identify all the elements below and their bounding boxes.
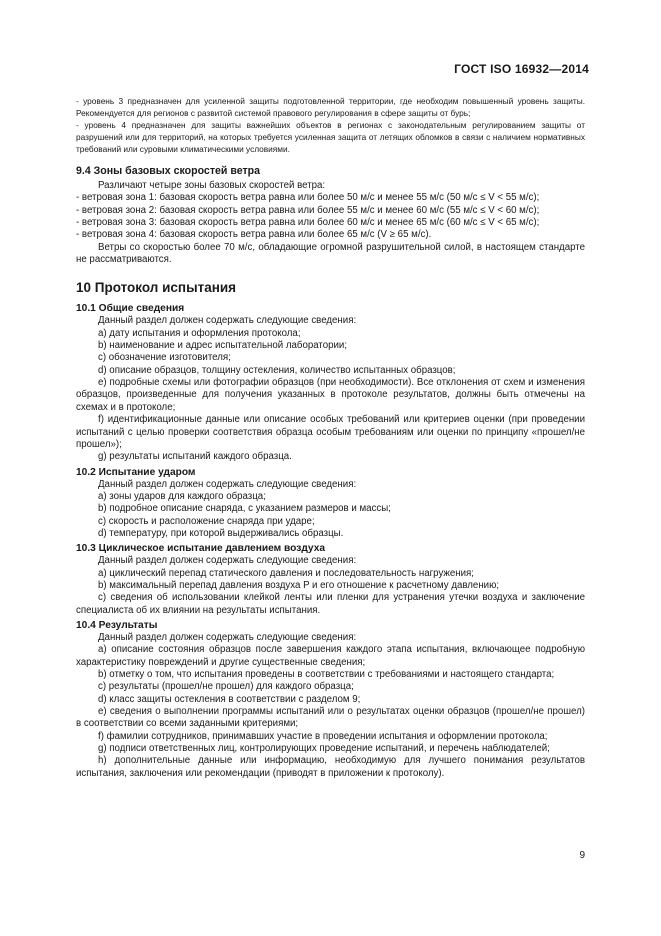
- list-item: c) результаты (прошел/не прошел) для каждого образца;: [98, 681, 354, 693]
- wind-zone-3: - ветровая зона 3: базовая скорость ветра равна или более 60 м/с и менее 65 м/с (60 м/с ≤ V < 65 м/с);: [76, 217, 540, 229]
- list-item: Данный раздел должен содержать следующие сведения:: [98, 478, 357, 490]
- list-item: d) описание образцов, толщину остекления, количество испытанных образцов;: [98, 364, 456, 376]
- list-item: d) класс защиты остекления в соответствии с разделом 9;: [98, 693, 361, 705]
- list-item: Данный раздел должен содержать следующие сведения:: [98, 555, 357, 567]
- section-10-1-body: [76, 315, 585, 463]
- list-item: d) температуру, при которой выдерживались образцы.: [98, 527, 344, 539]
- level-3-paragraph: - уровень 3 предназначен для усиленной защиты подготовленной территории, где необходим повышенный уровень защиты. Рекомендуется для регионов с развитой системой правового регулирования в сфере защиты от бурь;: [76, 96, 585, 118]
- list-item: c) обозначение изготовителя;: [98, 352, 231, 364]
- section-10-2-body: [76, 479, 585, 541]
- list-item: b) максимальный перепад давления воздуха P и его отношение к расчетному давлению;: [98, 579, 500, 591]
- list-item: g) подписи ответственных лиц, контролирующих проведение испытаний, и перечень наблюдателей;: [98, 743, 550, 755]
- page-number: 9: [579, 850, 585, 861]
- list-item: a) циклический перепад статического давления и последовательность нагружения;: [98, 567, 474, 579]
- list-item: c) сведения об использовании клейкой ленты или пленки для устранения утечки воздуха и заключение специалиста об их влиянии на результаты испытания.: [76, 592, 585, 616]
- list-item: c) скорость и расположение снаряда при ударе;: [98, 515, 315, 527]
- zones-intro: Различают четыре зоны базовых скоростей ветра:: [98, 180, 326, 191]
- list-item: Данный раздел должен содержать следующие сведения:: [98, 631, 357, 643]
- section-10-4-body: [76, 632, 585, 780]
- list-item: b) подробное описание снаряда, с указанием размеров и массы;: [98, 503, 391, 515]
- list-item: a) описание состояния образцов после завершения каждого этапа испытания, включающее подробную характеристику повреждений и другие существенные сведения;: [76, 644, 585, 668]
- list-item: b) наименование и адрес испытательной лаборатории;: [98, 340, 348, 352]
- section-10-3-body: [76, 555, 585, 617]
- wind-zone-4: - ветровая зона 4: базовая скорость ветра равна или более 65 м/с (V ≥ 65 м/с).: [76, 229, 432, 241]
- level-4-paragraph: - уровень 4 предназначен для защиты важнейших объектов в регионах с законодательным регулированием защиты от разрушений или для территорий, на которых требуется усиленная защита от летящих обломков в связи с наличием нормативных требований или суровыми климатическими условиями.: [76, 120, 585, 154]
- page-content: [76, 95, 585, 780]
- section-10-title: 10 Протокол испытания: [76, 280, 237, 296]
- list-item: a) дату испытания и оформления протокола;: [98, 327, 301, 339]
- list-item: f) фамилии сотрудников, принимавших участие в проведении испытания и оформлении протокола;: [98, 730, 548, 742]
- wind-zone-1: - ветровая зона 1: базовая скорость ветра равна или более 50 м/с и менее 55 м/с (50 м/с ≤ V < 55 м/с);: [76, 192, 540, 204]
- list-item: g) результаты испытаний каждого образца.: [98, 451, 292, 463]
- list-item: e) сведения о выполнении программы испытаний или о результатах оценки образцов (прошел/не прошел) в соответствии со всеми заданными критериями;: [76, 706, 585, 730]
- list-item: f) идентификационные данные или описание особых требований или критериев оценки (при проведении испытаний с целью проверки соответствия образца особым требованиям или оценки по принципу «прошел/не прошел»);: [76, 414, 585, 450]
- section-10-4-title: 10.4 Результаты: [76, 619, 158, 631]
- wind-zone-2: - ветровая зона 2: базовая скорость ветра равна или более 55 м/с и менее 60 м/с (55 м/с ≤ V < 60 м/с);: [76, 204, 540, 216]
- list-item: h) дополнительные данные или информацию, необходимую для лучшего понимания результатов испытания, заключения или рекомендации (приводят в приложении к протоколу).: [76, 755, 585, 779]
- section-9-4-body: [76, 180, 585, 266]
- list-item: e) подробные схемы или фотографии образцов (при необходимости). Все отклонения от схем и изменения образцов, произведенные для получения указанных в протоколе результатов, должны быть отмечены на схемах и в протоколе;: [76, 377, 585, 413]
- section-10-3-title: 10.3 Циклическое испытание давлением воздуха: [76, 543, 326, 555]
- wind-note: Ветры со скоростью более 70 м/с, обладающие огромной разрушительной силой, в настоящем стандарте не рассматриваются.: [76, 241, 585, 266]
- standard-header: ГОСТ ISO 16932—2014: [454, 62, 589, 76]
- section-10-1-title: 10.1 Общие сведения: [76, 303, 185, 315]
- section-10-2-title: 10.2 Испытание ударом: [76, 466, 196, 478]
- list-item: a) зоны ударов для каждого образца;: [98, 490, 266, 502]
- protection-levels-text: [76, 95, 585, 155]
- section-9-4-title: 9.4 Зоны базовых скоростей ветра: [76, 165, 261, 177]
- list-item: b) отметку о том, что испытания проведены в соответствии с требованиями и настоящего стандарта;: [98, 669, 555, 680]
- list-item: Данный раздел должен содержать следующие сведения:: [98, 315, 357, 327]
